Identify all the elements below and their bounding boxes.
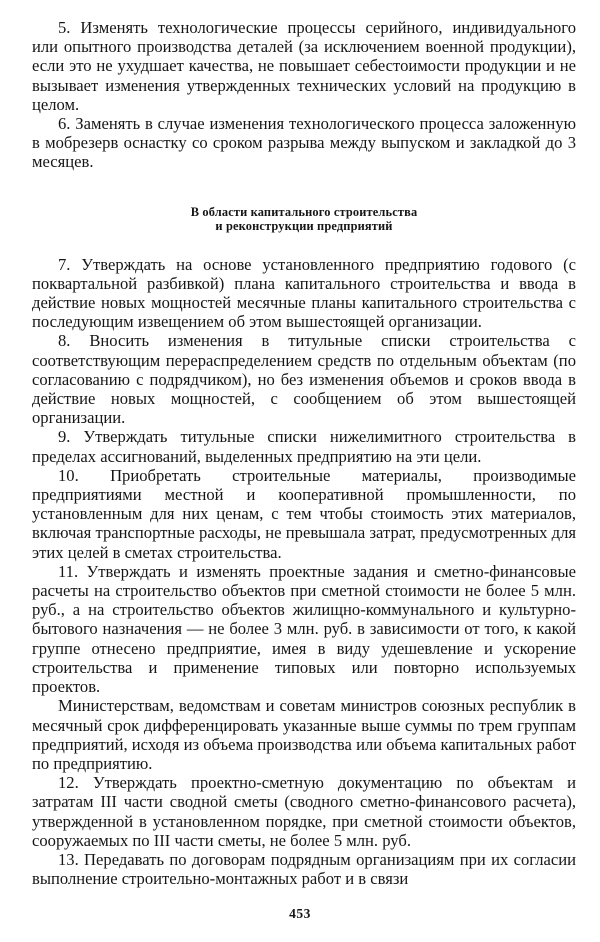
- paragraph-10: 10. Приобретать строительные материалы, производимые предприятиями местной и кооперативной промышленности, по установленным для них ценам, с тем чтобы стоимость этих материалов, включая транспортные расходы, не превышала затрат, предусмотренных для этих целей в сметах строительства.: [32, 465, 576, 562]
- paragraph-ministries: Министерствам, ведомствам и советам министров союзных республик в месячный срок дифференцировать указанные выше суммы по трем группам предприятий, исходя из объема производства или объема капитальных работ по предприятию.: [32, 696, 576, 773]
- paragraph-8: 8. Вносить изменения в титульные списки строительства с соответствующим перераспределением средств по отдельным объектам (по согласованию с подрядчиком), но без изменения объемов и сроков ввода в действие новых мощностей, с сообщением об этом вышестоящей организации.: [32, 331, 576, 428]
- section-heading: [32, 205, 576, 233]
- section-heading-line-2: и реконструкции предприятий: [215, 218, 393, 233]
- paragraph-9: 9. Утверждать титульные списки нижелимитного строительства в пределах ассигнований, выделенных предприятию на эти цели.: [32, 427, 576, 466]
- paragraph-12: 12. Утверждать проектно-сметную документацию по объектам и затратам III части сводной сметы (сводного сметно-финансового расчета), утвержденной в установленном порядке, при сметной стоимости объектов, сооружаемых по III части сметы, не более 5 млн. руб.: [32, 773, 576, 850]
- paragraph-7: 7. Утверждать на основе установленного предприятию годового (с поквартальной разбивкой) плана капитального строительства и ввода в действие новых мощностей месячные планы капитального строительства с последующим извещением об этом вышестоящей организации.: [32, 254, 576, 332]
- paragraph-5: 5. Изменять технологические процессы серийного, индивидуального или опытного производства деталей (за исключением военной продукции), если это не ухудшает качества, не повышает себестоимости продукции и не вызывает изменения утвержденных технических условий на продукцию в целом.: [32, 18, 576, 114]
- section-heading-line-1: В области капитального строительства: [190, 204, 418, 219]
- paragraph-6: 6. Заменять в случае изменения технологического процесса заложенную в мобрезерв оснастку со сроком разрыва между выпуском и закладкой до 3 месяцев.: [32, 114, 576, 172]
- paragraph-13: 13. Передавать по договорам подрядным организациям при их согласии выполнение строительно-монтажных работ и в связи: [32, 849, 576, 889]
- page-number: 453: [289, 906, 311, 921]
- paragraph-11: 11. Утверждать и изменять проектные задания и сметно-финансовые расчеты на строительство объектов при сметной стоимости не более 5 млн. руб., а на строительство объектов жилищно-коммунального и культурно-бытового назначения — не более 3 млн. руб. в зависимости от того, к какой группе отнесено предприятие, имея в виду удешевление и ускорение строительства и применение типовых или повторно используемых проектов.: [32, 561, 576, 697]
